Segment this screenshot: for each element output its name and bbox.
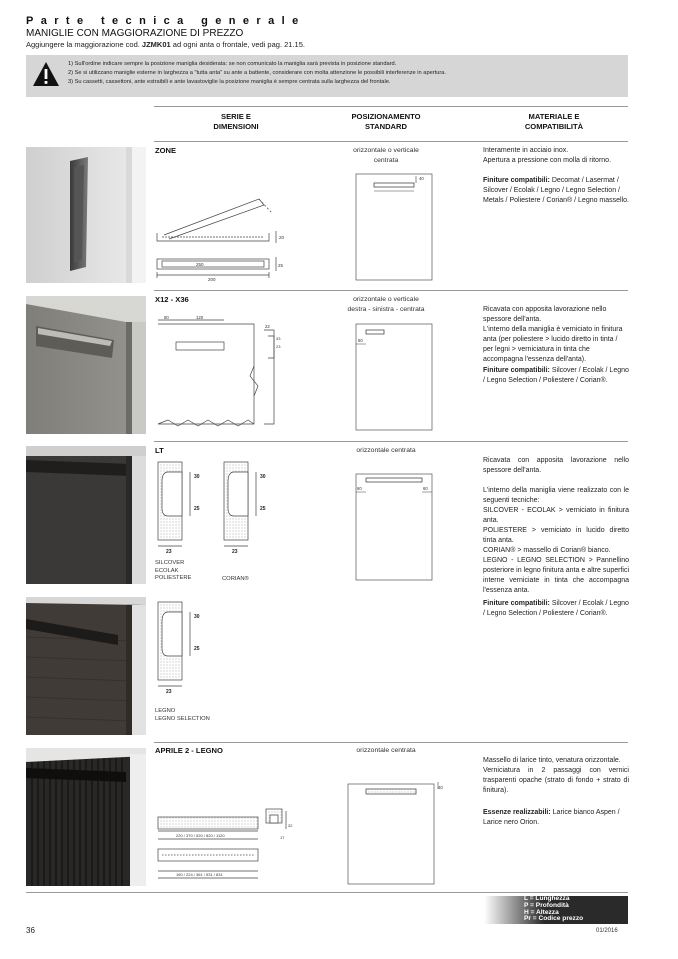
- finish-caption: SILCOVER ECOLAK POLIESTERE: [155, 560, 192, 581]
- position-text: orizzontale o verticale centrata: [353, 147, 419, 164]
- col-header-series: SERIE E DIMENSIONI: [213, 112, 259, 131]
- finish-caption: LEGNO LEGNO SELECTION: [155, 708, 210, 722]
- dim-label: 220 / 370 / 520 / 820 / 1120: [176, 833, 225, 838]
- notice-item: 3) Su cassetti, cassettoni, ante estraibili e ante lavastoviglie la posizione maniglia è sempre centrata sulla larghezza del frontale.: [68, 79, 391, 85]
- dim-label: 40: [419, 176, 424, 181]
- row-rule: [154, 441, 628, 442]
- material-description: Massello di larice tinto, venatura orizzontale. Verniciatura in 2 passaggi con vernici trasparenti opache (strato di fondo + strato di finitura).: [483, 757, 629, 794]
- dim-label: 23: [232, 549, 238, 554]
- dim-label: 25: [260, 506, 266, 512]
- dim-label: 25: [278, 263, 284, 268]
- page-title: Parte tecnica generale: [26, 15, 306, 27]
- dim-label: 23: [166, 549, 172, 554]
- dim-label: 25: [194, 646, 200, 652]
- page-subtitle: MANIGLIE CON MAGGIORAZIONE DI PREZZO: [26, 28, 244, 39]
- material-description: Ricavata con apposita lavorazione nello spessore dell'anta. L'interno della maniglia è verniciato in finitura anta (per poliestere > lucido diretto in tinta / per legni > verniciatura in tinta che accompagna l'essenza dell'anta).: [483, 306, 623, 363]
- dim-label: 32: [288, 823, 293, 828]
- header-rule: [154, 106, 628, 107]
- legend-item: H = Altezza: [524, 908, 559, 916]
- legend-list: [524, 896, 583, 923]
- aprile-position-drawing: [344, 776, 444, 888]
- lt-position-drawing: [352, 470, 436, 584]
- finish-compat: Finiture compatibili: Silcover / Ecolak / Legno / Legno Selection / Poliestere / Corian®.: [483, 367, 629, 384]
- finish-compat: Finiture compatibili: Silcover / Ecolak / Legno / Legno Selection / Poliestere / Corian®.: [483, 600, 629, 617]
- product-name: X12 - X36: [155, 295, 189, 304]
- edition-date: 01/2016: [596, 928, 618, 934]
- dim-label: 60: [357, 486, 362, 491]
- dim-label: 80: [164, 316, 169, 320]
- dim-label: 30: [194, 474, 200, 480]
- finish-compat: Essenze realizzabili: Larice bianco Aspen / Larice nero Orion.: [483, 809, 620, 826]
- price-code: JZMK01: [141, 40, 171, 49]
- material-description: Interamente in acciaio inox. Apertura a pressione con molla di ritorno. Finiture compatibili: Decomat / Lasermat / Silcover / Ecolak / Legno / Legno Selection / Metals / Poliestere / Corian® / Legno massello.: [483, 147, 630, 204]
- price-note: Aggiungere la maggiorazione cod. JZMK01 ad ogni anta o frontale, vedi pag. 21.15.: [26, 40, 305, 49]
- product-name: ZONE: [155, 146, 177, 155]
- row-rule: [154, 141, 628, 142]
- x12-photo: [26, 296, 146, 434]
- dim-label: 200: [208, 277, 216, 282]
- product-name: LT: [155, 446, 164, 455]
- dim-label: 160 / 224 / 361 / 531 / 831: [176, 872, 223, 877]
- material-description: Ricavata con apposita lavorazione nello spessore dell'anta. L'interno della maniglia viene realizzato con le seguenti tecniche: SILCOVER - ECOLAK > verniciato in finitura anta. POLIESTERE > verniciato in lucido diretto tinta anta. CORIAN® > massello di Corian® bianco. LEGNO - LEGNO SELECTION > Pannellino posteriore in legno finitura anta e altre superfici interne verniciate in tinta che accompagna l'essenza anta.: [483, 457, 629, 594]
- product-name: APRILE 2 - LEGNO: [155, 746, 223, 755]
- dim-label: 17: [280, 835, 285, 840]
- dim-label: 23: [276, 344, 281, 349]
- dim-label: 60: [423, 486, 428, 491]
- row-rule: [154, 290, 628, 291]
- zone-photo: [26, 147, 146, 283]
- dim-label: 33: [276, 336, 281, 341]
- x12-position-drawing: [352, 320, 436, 434]
- dim-label: 40: [438, 785, 443, 790]
- footer-rule: [26, 892, 628, 893]
- position-text: orizzontale centrata: [356, 747, 416, 754]
- dim-label: 120: [196, 316, 204, 320]
- zone-position-drawing: [352, 170, 436, 284]
- lt-section-drawing: [154, 458, 284, 554]
- zone-drawing: [154, 195, 294, 285]
- dim-label: 30: [260, 474, 266, 480]
- notice-item: 1) Sull'ordine indicare sempre la posizione maniglia desiderata: se non comunicato la maniglia sarà prevista in posizione standard.: [68, 61, 397, 67]
- finish-caption: CORIAN®: [222, 576, 249, 582]
- position-text: orizzontale o verticale destra - sinistra - centrata: [347, 296, 425, 313]
- dim-label: 60: [358, 338, 363, 343]
- position-text: orizzontale centrata: [356, 447, 416, 454]
- x12-drawing: [154, 316, 284, 432]
- dim-label: 22: [265, 324, 270, 329]
- legend-item: Pr = Codice prezzo: [524, 915, 584, 923]
- legend-item: L = Lunghezza: [524, 895, 570, 902]
- notice-item: 2) Se si utilizzano maniglie esterne in larghezza a "tutta anta" su ante a battente, considerare con molta attenzione le possibili interferenze in apertura.: [68, 70, 447, 76]
- dim-label: 20: [279, 235, 285, 240]
- legend-item: P = Profondità: [524, 901, 569, 909]
- dim-label: 250: [196, 262, 204, 267]
- dim-label: 30: [194, 614, 200, 620]
- col-header-material: MATERIALE E COMPATIBILITÀ: [524, 112, 584, 131]
- aprile-drawing: [154, 805, 304, 885]
- lt-legno-section-drawing: [154, 598, 214, 694]
- row-rule: [154, 742, 628, 743]
- lt-photo: [26, 446, 146, 584]
- warning-icon: [32, 61, 60, 87]
- col-header-position: POSIZIONAMENTO STANDARD: [351, 112, 421, 131]
- page-number: 36: [26, 926, 35, 935]
- lt-legno-photo: [26, 597, 146, 735]
- dim-label: 25: [194, 506, 200, 512]
- notice-list: [68, 60, 446, 87]
- aprile-photo: [26, 748, 146, 886]
- dim-label: 23: [166, 689, 172, 694]
